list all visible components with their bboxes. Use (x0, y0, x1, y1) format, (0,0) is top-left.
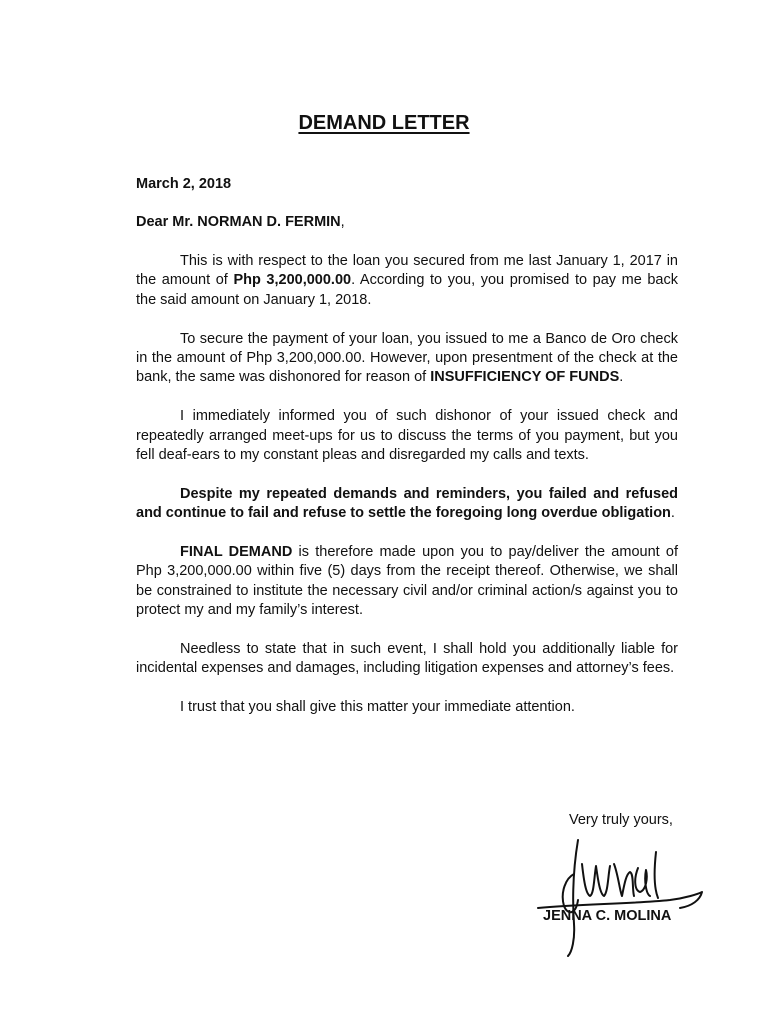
paragraph-attention: I trust that you shall give this matter your immediate attention. (180, 699, 575, 716)
loan-amount: Php 3,200,000.00 (233, 272, 352, 289)
dishonor-reason: INSUFFICIENCY OF FUNDS (430, 369, 620, 386)
paragraph-check-text-b: . (619, 369, 624, 386)
addressee-name: NORMAN D. FERMIN (197, 214, 341, 230)
paragraph-check (136, 330, 678, 388)
paragraph-loan-text-a: This is with respect to the loan you secured from me last January 1, 2017 in the amount of (136, 253, 678, 289)
paragraph-notice: I immediately informed you of such dishonor of your issued check and repeatedly arranged meet-ups for us to discuss the terms of you payment, but you fell deaf-ears to my constant pleas and disregarded my calls and texts. (136, 408, 678, 464)
paragraph-final-demand (136, 543, 678, 621)
closing-line: Very truly yours, (569, 812, 673, 828)
handwritten-signature (530, 834, 710, 974)
paragraph-check-text-a: To secure the payment of your loan, you issued to me a Banco de Oro check in the amount of Php 3,200,000.00. However, upon presentment of the check at the bank, the same was dishonored for reason of (136, 330, 678, 386)
paragraph-loan-text-b: . According to you, you promised to pay me back the said amount on January 1, 2018. (136, 272, 678, 308)
letter-date: March 2, 2018 (136, 176, 232, 192)
signer-name: JENNA C. MOLINA (543, 908, 672, 924)
paragraph-loan (136, 252, 678, 310)
paragraph-final-demand-text: is therefore made upon you to pay/deliver the amount of Php 3,200,000.00 within five (5) days from the receipt thereof. Otherwise, we shall be constrained to institute the necessary civil and/or criminal action/s against you to protect my and my family’s interest. (136, 544, 678, 619)
paragraph-demands-bold: Despite my repeated demands and reminders, you failed and refused and continue to fail and refuse to settle the foregoing long overdue obligation (136, 485, 678, 522)
paragraph-demands-period: . (670, 505, 675, 522)
final-demand-label: FINAL DEMAND (180, 544, 293, 561)
salutation (136, 214, 345, 230)
paragraph-liability: Needless to state that in such event, I shall hold you additionally liable for incidental expenses and damages, including litigation expenses and attorney’s fees. (136, 641, 678, 677)
salutation-comma: , (340, 214, 345, 230)
salutation-prefix: Dear Mr. (136, 214, 194, 230)
paragraph-demands (136, 485, 678, 524)
letter-title: DEMAND LETTER (298, 112, 470, 134)
letter-body (136, 252, 678, 737)
